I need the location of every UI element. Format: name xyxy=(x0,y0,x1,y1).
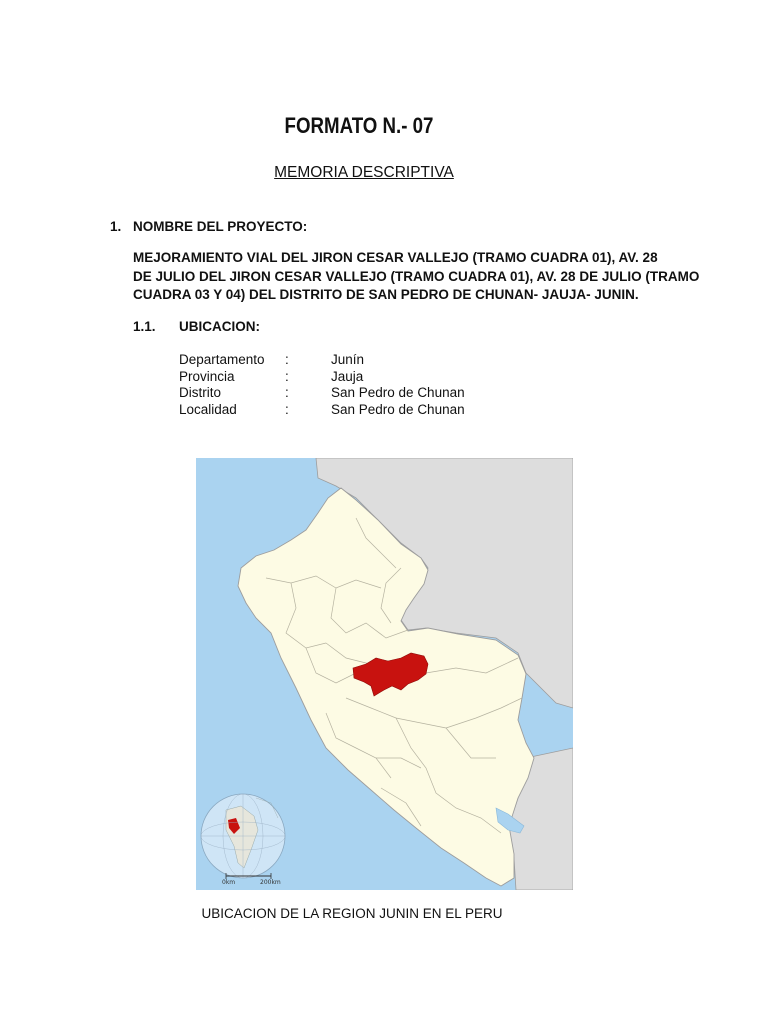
map-svg xyxy=(196,458,573,890)
location-separator: : xyxy=(285,368,289,384)
location-row xyxy=(179,385,465,402)
location-value: Jauja xyxy=(331,368,364,384)
section-title: NOMBRE DEL PROYECTO: xyxy=(133,219,308,234)
subsection-title: UBICACION: xyxy=(179,319,260,334)
section-number: 1. xyxy=(110,219,122,234)
project-name-line: CUADRA 03 Y 04) DEL DISTRITO DE SAN PEDRO DE CHUNAN- JAUJA- JUNIN. xyxy=(133,287,639,302)
document-subtitle: MEMORIA DESCRIPTIVA xyxy=(274,164,454,181)
location-label: Distrito xyxy=(179,385,222,400)
location-separator: : xyxy=(285,401,289,417)
location-separator: : xyxy=(285,352,289,367)
project-name-paragraph xyxy=(133,249,700,305)
location-row xyxy=(179,369,465,386)
location-label: Provincia xyxy=(179,368,235,384)
location-value: Junín xyxy=(331,352,365,367)
location-table xyxy=(179,352,465,418)
location-label: Departamento xyxy=(179,352,265,367)
location-row xyxy=(179,402,465,419)
location-value: San Pedro de Chunan xyxy=(331,385,465,400)
scale-start-label: 0km xyxy=(222,879,236,886)
scale-end-label: 200km xyxy=(260,879,281,886)
peru-location-map xyxy=(196,458,573,890)
project-name-line: DE JULIO DEL JIRON CESAR VALLEJO (TRAMO CUADRA 01), AV. 28 DE JULIO (TRAMO xyxy=(133,268,700,284)
location-separator: : xyxy=(285,385,289,400)
location-row xyxy=(179,352,465,369)
location-label: Localidad xyxy=(179,401,237,417)
subsection-number: 1.1. xyxy=(133,319,156,334)
location-value: San Pedro de Chunan xyxy=(331,401,465,417)
project-name-line: MEJORAMIENTO VIAL DEL JIRON CESAR VALLEJO (TRAMO CUADRA 01), AV. 28 xyxy=(133,250,658,265)
globe-inset xyxy=(201,794,285,878)
map-caption: UBICACION DE LA REGION JUNIN EN EL PERU xyxy=(201,906,503,921)
document-title: FORMATO N.- 07 xyxy=(284,113,434,138)
